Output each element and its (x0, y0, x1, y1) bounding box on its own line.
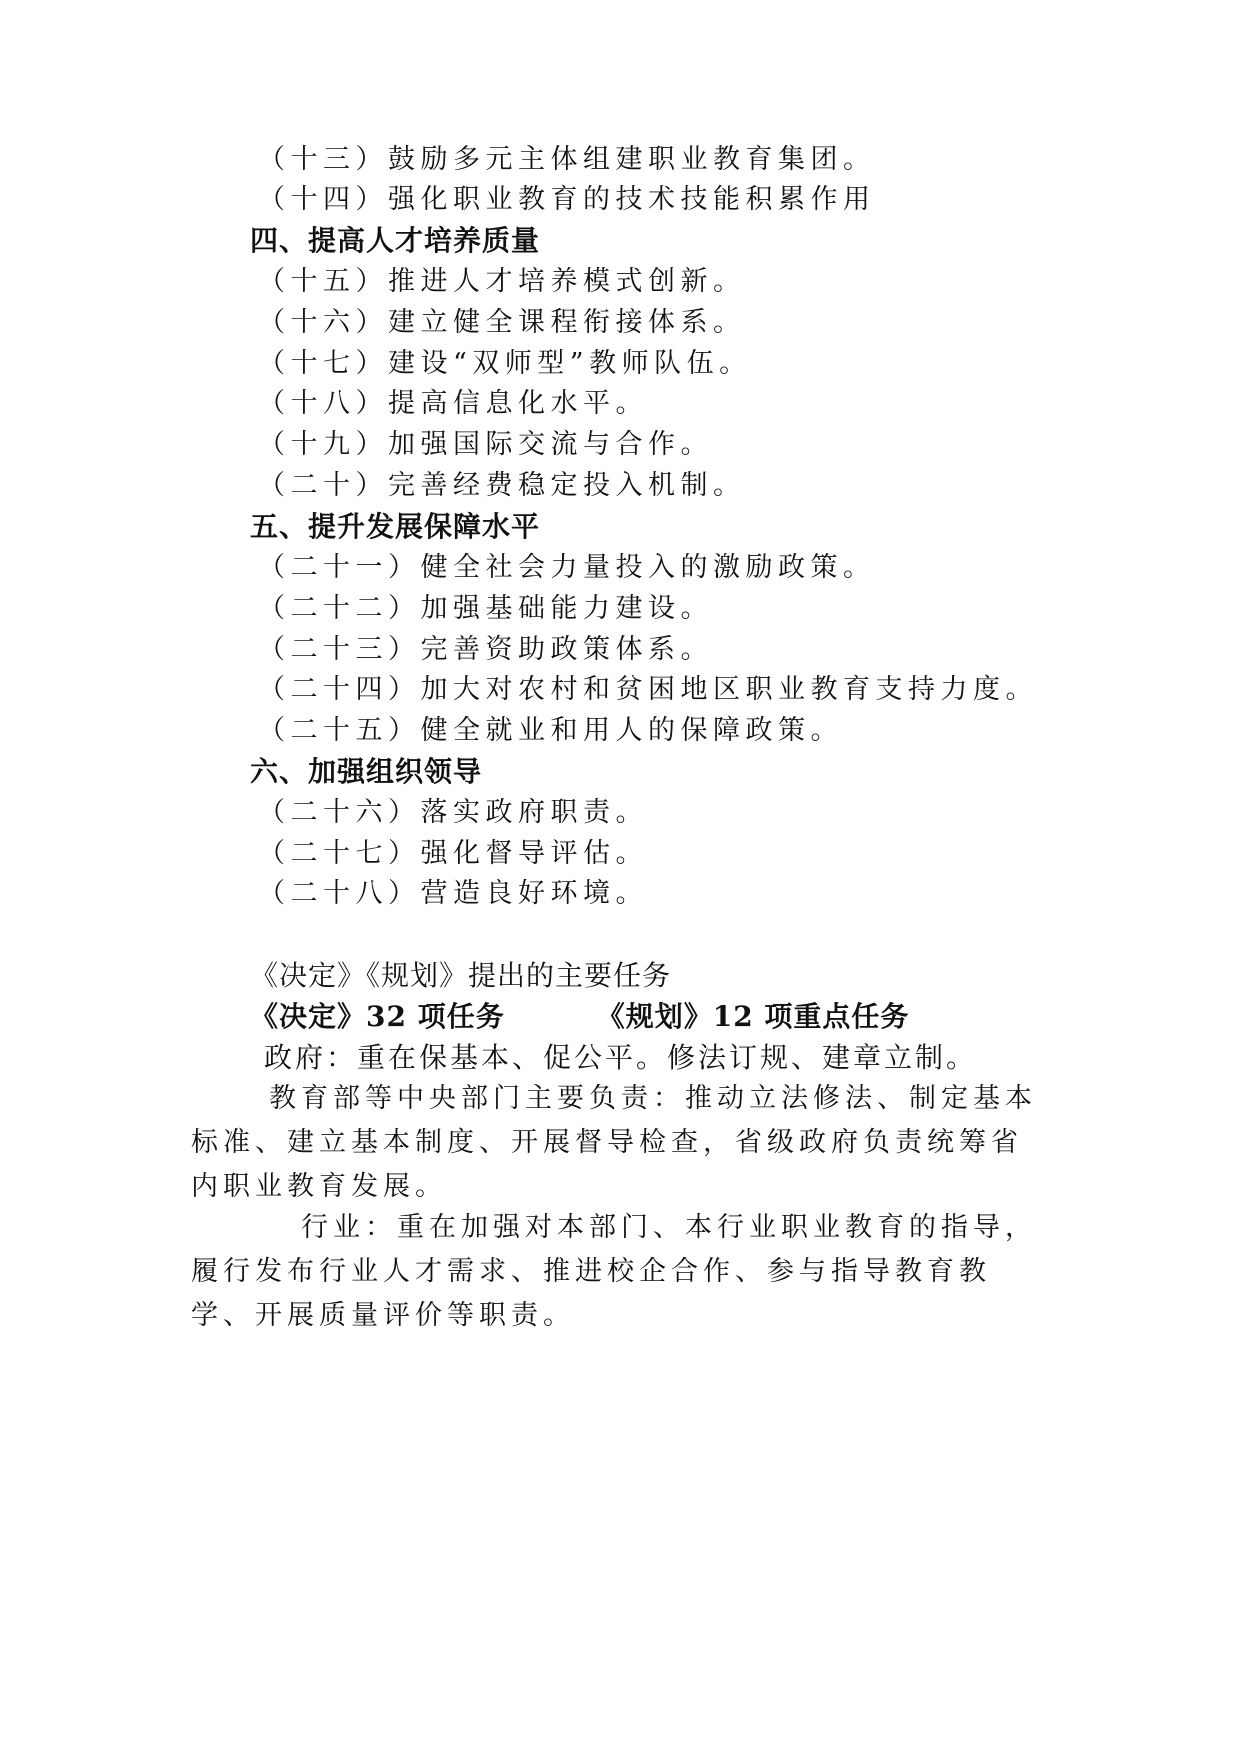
tasks-title: 《决定》《规划》提出的主要任务 (250, 959, 672, 992)
list-item: （十七）建设“双师型”教师队伍。 (258, 348, 752, 379)
section-heading: 四、提高人才培养质量 (250, 224, 541, 257)
list-item: （二十四）加大对农村和贫困地区职业教育支持力度。 (258, 674, 1038, 705)
list-item: （十四）强化职业教育的技术技能积累作用 (258, 184, 876, 215)
list-item: （二十一）健全社会力量投入的激励政策。 (258, 552, 876, 583)
list-item: （十六）建立健全课程衔接体系。 (258, 307, 746, 338)
list-item: （二十七）强化督导评估。 (258, 838, 648, 869)
ministry-role-paragraph: 教育部等中央部门主要负责：推动立法修法、制定基本标准、建立基本制度、开展督导检查，省级政府负责统筹省内职业教育发展。 (191, 1083, 1037, 1202)
list-item: （二十三）完善资助政策体系。 (258, 634, 713, 665)
list-item: （二十六）落实政府职责。 (258, 797, 648, 828)
list-item: （十五）推进人才培养模式创新。 (258, 266, 746, 297)
list-item: （二十五）健全就业和用人的保障政策。 (258, 715, 843, 746)
list-item: （二十二）加强基础能力建设。 (258, 593, 713, 624)
list-item: （十九）加强国际交流与合作。 (258, 429, 713, 460)
government-role: 政府：重在保基本、促公平。修法订规、建章立制。 (264, 1041, 978, 1074)
industry-role-paragraph: 行业：重在加强对本部门、本行业职业教育的指导，履行发布行业人才需求、推进校企合作、参与指导教育教学、开展质量评价等职责。 (191, 1212, 1037, 1331)
tasks-count-row (250, 999, 909, 1035)
list-item: （十三）鼓励多元主体组建职业教育集团。 (258, 144, 876, 175)
list-item: （二十）完善经费稳定投入机制。 (258, 470, 746, 501)
list-item: （十八）提高信息化水平。 (258, 388, 648, 419)
list-item: （二十八）营造良好环境。 (258, 878, 648, 909)
section-heading: 五、提升发展保障水平 (250, 510, 541, 543)
section-heading: 六、加强组织领导 (250, 755, 483, 788)
plan-task-count: 《规划》12 项重点任务 (596, 1000, 910, 1033)
decision-task-count: 《决定》32 项任务 (250, 1000, 505, 1033)
